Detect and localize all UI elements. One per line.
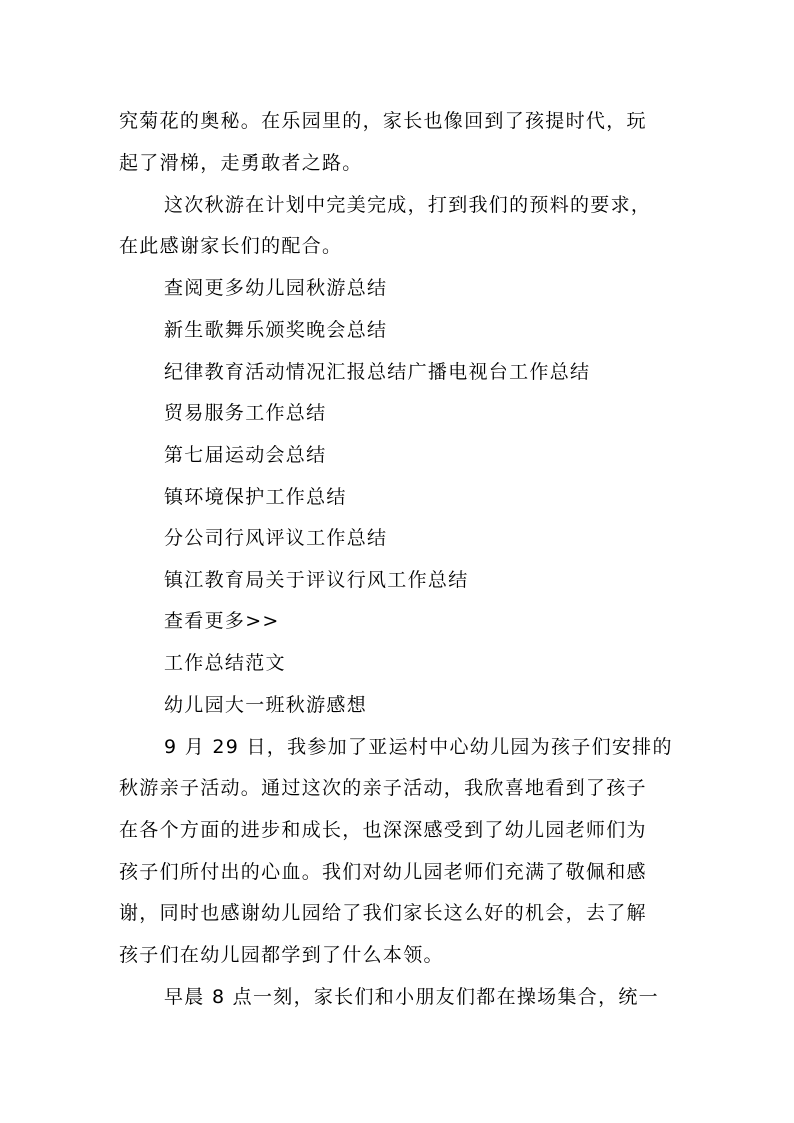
related-link[interactable]: 分公司行风评议工作总结	[164, 527, 388, 549]
related-link[interactable]: 新生歌舞乐颁奖晚会总结	[164, 319, 388, 341]
paragraph-line: 在此感谢家长们的配合。	[119, 235, 343, 257]
related-link[interactable]: 纪律教育活动情况汇报总结广播电视台工作总结	[164, 361, 591, 383]
related-link[interactable]: 第七届运动会总结	[164, 444, 327, 466]
paragraph-line: 秋游亲子活动。通过这次的亲子活动，我欣喜地看到了孩子	[119, 777, 647, 799]
paragraph-line: 9 月 29 日，我参加了亚运村中心幼儿园为孩子们安排的	[164, 736, 673, 758]
related-link[interactable]: 镇江教育局关于评议行风工作总结	[164, 569, 469, 591]
paragraph-line: 这次秋游在计划中完美完成，打到我们的预料的要求，	[164, 194, 652, 216]
section-label: 工作总结范文	[164, 652, 286, 674]
view-more-link[interactable]: 查看更多>>	[164, 610, 280, 632]
paragraph-line: 孩子们在幼儿园都学到了什么本领。	[119, 944, 444, 966]
paragraph-line: 在各个方面的进步和成长，也深深感受到了幼儿园老师们为	[119, 819, 647, 841]
paragraph-line: 究菊花的奥秘。在乐园里的，家长也像回到了孩提时代，玩	[119, 110, 647, 132]
related-link[interactable]: 贸易服务工作总结	[164, 402, 327, 424]
paragraph-line: 孩子们所付出的心血。我们对幼儿园老师们充满了敬佩和感	[119, 861, 647, 883]
related-link[interactable]: 镇环境保护工作总结	[164, 486, 347, 508]
paragraph-line: 早晨 8 点一刻，家长们和小朋友们都在操场集合，统一	[164, 986, 659, 1008]
article-title: 幼儿园大一班秋游感想	[164, 694, 368, 716]
paragraph-line: 起了滑梯，走勇敢者之路。	[119, 152, 363, 174]
paragraph-line: 谢，同时也感谢幼儿园给了我们家长这么好的机会，去了解	[119, 902, 647, 924]
related-link-more-kindergarten-autumn[interactable]: 查阅更多幼儿园秋游总结	[164, 277, 388, 299]
